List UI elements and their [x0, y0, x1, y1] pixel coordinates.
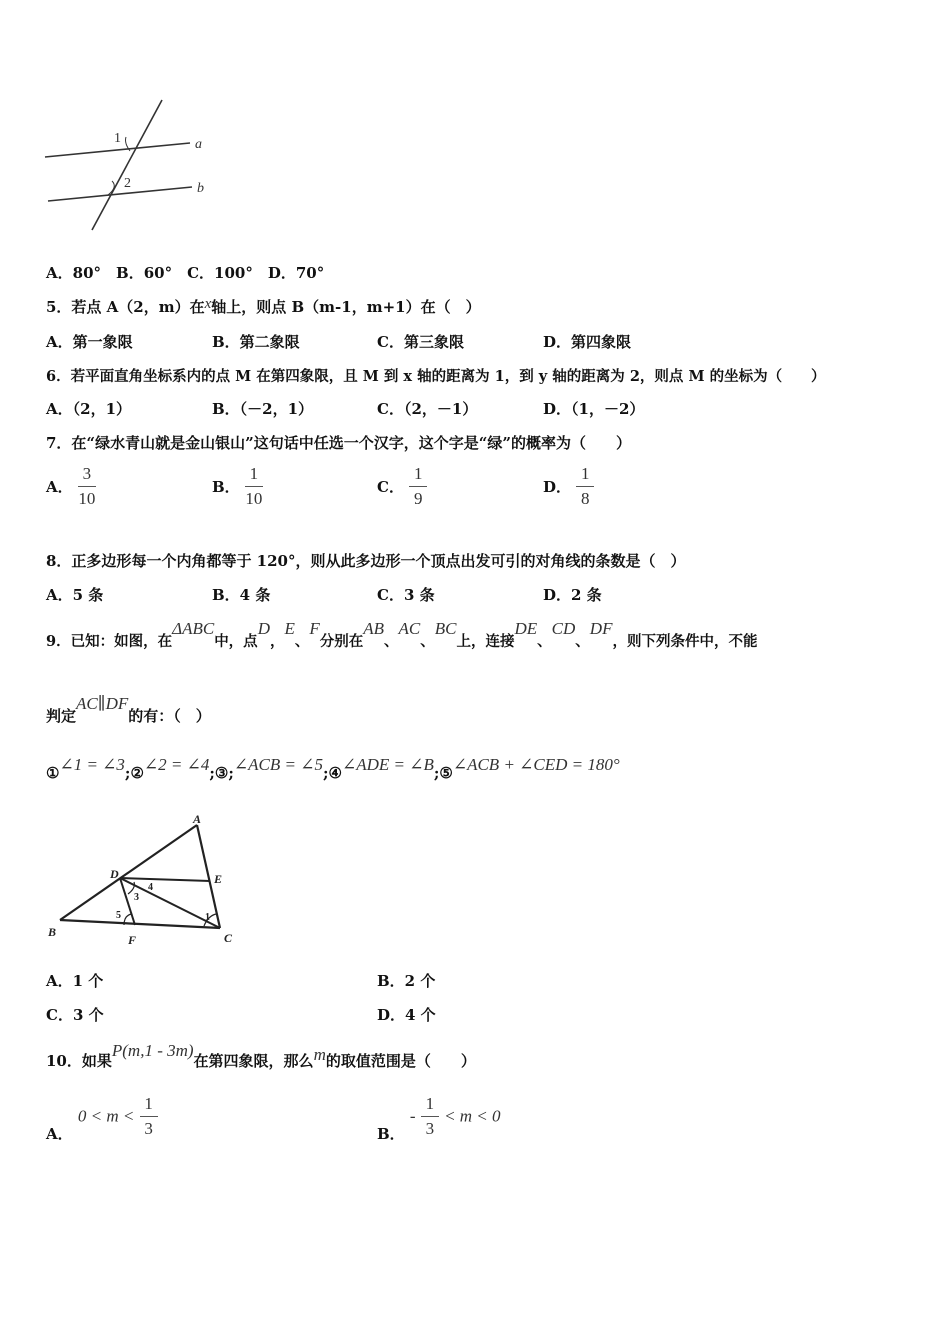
q8-option-d: D．2 条: [543, 586, 602, 604]
q10-option-a-fraction: [140, 1094, 158, 1139]
q9-sep-4: 、: [420, 633, 435, 650]
q9-segment-df: DF: [589, 619, 613, 638]
q10-option-a-fraction-num: 1: [144, 1094, 153, 1113]
q7-option-a-label: A．: [46, 478, 73, 496]
q7-fraction-d-den: 8: [581, 489, 590, 508]
vertex-a-label: A: [193, 812, 202, 826]
q9-cond-4: ∠ADE = ∠B: [341, 755, 434, 774]
q9-sep-3: 、: [384, 633, 399, 650]
q10-option-b-minus: -: [409, 1106, 416, 1126]
q5-option-b: B．第二象限: [212, 333, 300, 351]
q9-text-3: 分别在: [319, 633, 364, 650]
q9-text-1: 9．已知：如图，在: [46, 633, 173, 650]
q9-cond-3: ∠ACB = ∠5: [233, 755, 323, 774]
q10-option-b: [377, 1094, 501, 1143]
q10-option-a-inequality-left: 0 < m <: [77, 1106, 135, 1126]
angle-3-label: 3: [134, 892, 139, 903]
q9-line2-text-1: 判定: [46, 707, 77, 725]
q7-fraction-b-den: 10: [245, 489, 263, 508]
q9-cond-mark-5: ;⑤: [433, 764, 453, 782]
q6-option-b: B．（－2，1）: [212, 400, 314, 418]
q7-fraction-d-num: 1: [581, 464, 590, 483]
q7-fraction-a-num: 3: [82, 464, 92, 483]
q9-cond-2: ∠2 = ∠4: [143, 755, 210, 774]
q7-fraction-c-num: 1: [413, 464, 423, 483]
q10-option-b-fraction-den: 3: [425, 1119, 435, 1138]
q7-option-c-label: C．: [377, 478, 404, 496]
angle-2-label: 2: [124, 176, 131, 191]
q6-stem: 6．若平面直角坐标系内的点 M 在第四象限，且 M 到 x 轴的距离为 1，到 y 轴的距离为 2，则点 M 的坐标为（ ）: [46, 368, 826, 385]
vertex-d-label: D: [110, 867, 119, 881]
q4-options: A．80° B．60° C．100° D．70°: [46, 264, 325, 282]
q7-fraction-c: [409, 464, 427, 509]
q8-option-b: B．4 条: [212, 586, 271, 604]
q9-point-d: D: [257, 619, 270, 638]
q10-var-m: m: [313, 1045, 326, 1064]
q7-option-d: [543, 464, 594, 509]
q5-stem-part2: 轴上，则点 B（m-1，m+1）在（ ）: [211, 298, 481, 316]
vertex-b-label: B: [48, 925, 57, 939]
q10-point-p: P(m,1 - 3m): [111, 1041, 194, 1060]
q5-stem-var: x: [204, 296, 212, 312]
q9-text-4: 上，连接: [456, 633, 515, 650]
q9-segment-bc: BC: [434, 619, 457, 638]
angle-1-label: 1: [114, 131, 121, 146]
q9-stem-line1: [46, 619, 758, 651]
q10-option-b-fraction-num: 1: [425, 1094, 435, 1113]
q9-conditions: [46, 755, 620, 783]
segment-de: [120, 878, 210, 881]
parallel-lines-figure: [40, 95, 220, 235]
q9-text-2: 中，点: [214, 633, 258, 650]
q9-cond-mark-1: ①: [46, 764, 60, 782]
q9-sep-6: 、: [575, 633, 590, 650]
transversal-line: [92, 100, 162, 230]
q9-stem-line2: [46, 694, 211, 726]
q5-option-d: D．第四象限: [543, 333, 632, 351]
q10-option-b-label: B．: [377, 1124, 405, 1143]
segment-bc: [60, 920, 220, 928]
q9-line2-text-2: 的有：（ ）: [128, 707, 211, 725]
q7-fraction-d: [576, 464, 594, 509]
q9-segment-ac: AC: [398, 619, 421, 638]
q7-option-b: [212, 464, 263, 509]
q10-option-a: [46, 1094, 158, 1143]
q5-stem: [46, 296, 481, 317]
q6-option-c: C．（2，－1）: [377, 400, 478, 418]
line-b-label: b: [197, 181, 204, 196]
q9-cond-mark-4: ;④: [322, 764, 342, 782]
q9-sep-5: 、: [537, 633, 552, 650]
q9-option-a: A．1 个: [46, 972, 104, 990]
q8-option-c: C．3 条: [377, 586, 435, 604]
q9-comma-1: ，: [269, 633, 285, 650]
q5-stem-part1: 5．若点 A（2，m）在: [46, 298, 205, 316]
q5-option-a: A．第一象限: [46, 333, 133, 351]
q7-option-c: [377, 464, 427, 509]
q8-option-a: A．5 条: [46, 586, 104, 604]
q9-segment-cd: CD: [551, 619, 576, 638]
vertex-c-label: C: [224, 931, 233, 945]
angle-4-label: 4: [148, 882, 153, 893]
q7-fraction-a: [78, 464, 96, 509]
vertex-f-label: F: [128, 933, 137, 947]
q7-fraction-c-den: 9: [413, 489, 423, 508]
angle-5-label: 5: [116, 910, 121, 921]
vertex-e-label: E: [214, 872, 223, 886]
line-b: [48, 187, 192, 201]
q7-fraction-b: [245, 464, 263, 509]
q9-option-d: D．4 个: [377, 1006, 436, 1024]
q7-fraction-a-den: 10: [78, 489, 96, 508]
q9-option-c: C．3 个: [46, 1006, 104, 1024]
q9-option-b: B．2 个: [377, 972, 436, 990]
triangle-figure: [40, 808, 240, 953]
q7-option-d-label: D．: [543, 478, 572, 496]
q9-triangle-abc: ΔABC: [172, 619, 215, 638]
q10-text-1: 10．如果: [46, 1052, 112, 1070]
q9-cond-mark-2: ;②: [124, 764, 144, 782]
angle-1-label: 1: [205, 912, 210, 923]
q9-parallel-condition: AC∥DF: [76, 694, 129, 713]
q5-option-c: C．第三象限: [377, 333, 464, 351]
q10-option-a-label: A．: [46, 1124, 73, 1143]
q10-option-b-fraction: [421, 1094, 439, 1139]
q9-point-e: E: [284, 619, 295, 638]
q8-stem: 8．正多边形每一个内角都等于 120°，则从此多边形一个顶点出发可引的对角线的条数是（ ）: [46, 552, 686, 570]
q10-option-b-inequality-right: < m < 0: [444, 1106, 501, 1126]
q6-option-a: A．（2，1）: [46, 400, 132, 418]
q7-option-b-label: B．: [212, 478, 240, 496]
q9-cond-mark-3: ;③;: [209, 764, 234, 782]
q7-option-a: [46, 464, 96, 509]
q9-cond-1: ∠1 = ∠3: [59, 755, 125, 774]
line-a-label: a: [195, 137, 202, 152]
q9-segment-de: DE: [514, 619, 538, 638]
q7-fraction-b-num: 1: [249, 464, 259, 483]
q10-text-3: 的取值范围是（ ）: [325, 1052, 476, 1070]
q6-option-d: D．（1，－2）: [543, 400, 645, 418]
q9-cond-5: ∠ACB + ∠CED = 180°: [452, 755, 620, 774]
q9-point-f: F: [309, 619, 320, 638]
q10-option-a-fraction-den: 3: [144, 1119, 153, 1138]
q9-sep-2: 、: [294, 633, 310, 650]
q10-text-2: 在第四象限，那么: [193, 1052, 314, 1070]
q9-text-5: ，则下列条件中，不能: [612, 633, 758, 650]
q7-stem: 7．在“绿水青山就是金山银山”这句话中任选一个汉字，这个字是“绿”的概率为（ ）: [46, 434, 631, 452]
q9-segment-ab: AB: [363, 619, 385, 638]
q10-stem: [46, 1041, 476, 1071]
